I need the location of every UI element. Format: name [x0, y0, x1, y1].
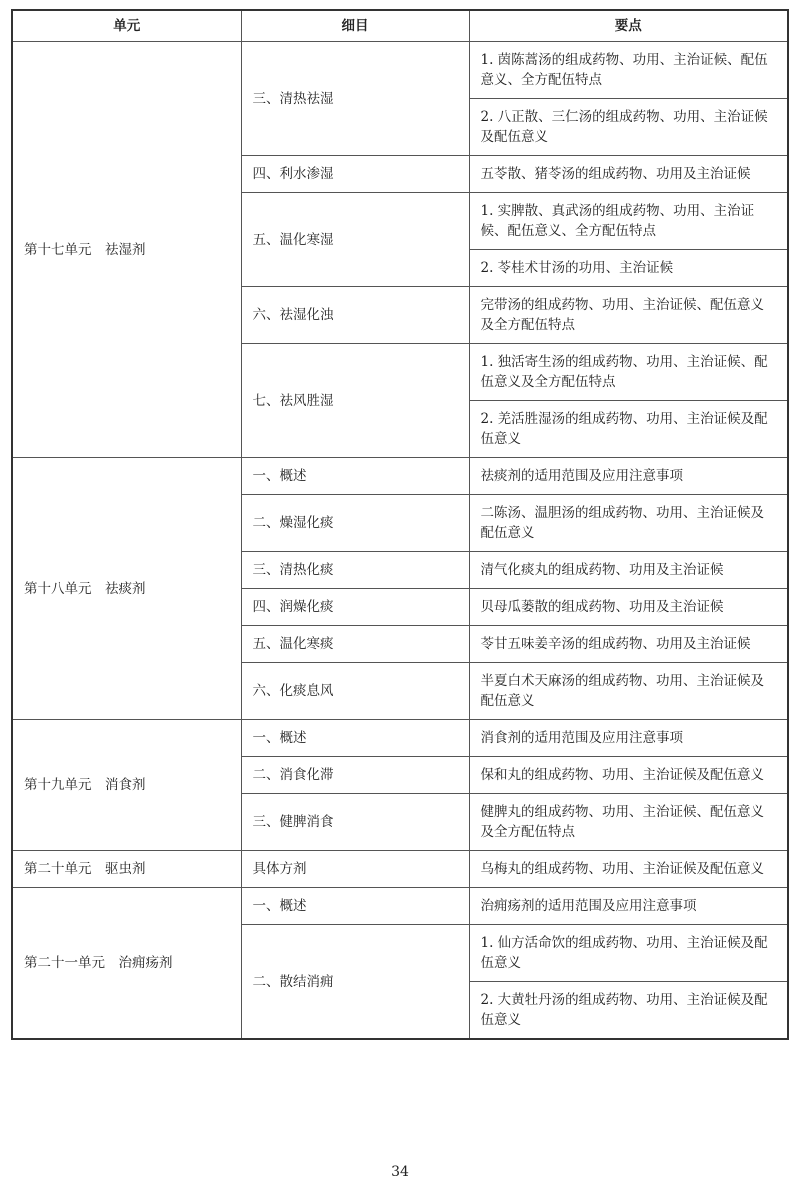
- detail-cell: 二、散结消痈: [241, 925, 469, 1040]
- keypoint-cell: 保和丸的组成药物、功用、主治证候及配伍意义: [469, 757, 788, 794]
- detail-cell: 六、化痰息风: [241, 663, 469, 720]
- detail-cell: 六、祛湿化浊: [241, 287, 469, 344]
- header-unit: 单元: [12, 10, 241, 42]
- keypoint-cell: 1. 实脾散、真武汤的组成药物、功用、主治证候、配伍意义、全方配伍特点: [469, 193, 788, 250]
- keypoint-cell: 2. 大黄牡丹汤的组成药物、功用、主治证候及配伍意义: [469, 982, 788, 1040]
- detail-cell: 具体方剂: [241, 851, 469, 888]
- keypoint-cell: 2. 八正散、三仁汤的组成药物、功用、主治证候及配伍意义: [469, 99, 788, 156]
- detail-cell: 四、利水渗湿: [241, 156, 469, 193]
- unit-cell: 第十七单元 祛湿剂: [12, 42, 241, 458]
- syllabus-table: [11, 9, 789, 1040]
- keypoint-cell: 健脾丸的组成药物、功用、主治证候、配伍意义及全方配伍特点: [469, 794, 788, 851]
- keypoint-cell: 五苓散、猪苓汤的组成药物、功用及主治证候: [469, 156, 788, 193]
- table-row: [12, 42, 788, 99]
- detail-cell: 一、概述: [241, 458, 469, 495]
- table-row: [12, 888, 788, 925]
- keypoint-cell: 2. 羌活胜湿汤的组成药物、功用、主治证候及配伍意义: [469, 401, 788, 458]
- detail-cell: 一、概述: [241, 888, 469, 925]
- unit-cell: 第二十一单元 治痈疡剂: [12, 888, 241, 1040]
- detail-cell: 七、祛风胜湿: [241, 344, 469, 458]
- keypoint-cell: 消食剂的适用范围及应用注意事项: [469, 720, 788, 757]
- keypoint-cell: 1. 独活寄生汤的组成药物、功用、主治证候、配伍意义及全方配伍特点: [469, 344, 788, 401]
- detail-cell: 二、燥湿化痰: [241, 495, 469, 552]
- header-row: [12, 10, 788, 42]
- keypoint-cell: 完带汤的组成药物、功用、主治证候、配伍意义及全方配伍特点: [469, 287, 788, 344]
- keypoint-cell: 半夏白术天麻汤的组成药物、功用、主治证候及配伍意义: [469, 663, 788, 720]
- table-row: [12, 458, 788, 495]
- keypoint-cell: 1. 仙方活命饮的组成药物、功用、主治证候及配伍意义: [469, 925, 788, 982]
- detail-cell: 三、清热化痰: [241, 552, 469, 589]
- keypoint-cell: 祛痰剂的适用范围及应用注意事项: [469, 458, 788, 495]
- keypoint-cell: 苓甘五味姜辛汤的组成药物、功用及主治证候: [469, 626, 788, 663]
- table-body: [12, 42, 788, 1040]
- keypoint-cell: 贝母瓜蒌散的组成药物、功用及主治证候: [469, 589, 788, 626]
- detail-cell: 三、健脾消食: [241, 794, 469, 851]
- keypoint-cell: 乌梅丸的组成药物、功用、主治证候及配伍意义: [469, 851, 788, 888]
- detail-cell: 五、温化寒痰: [241, 626, 469, 663]
- header-keypoint: 要点: [469, 10, 788, 42]
- page-number: 34: [391, 1164, 409, 1180]
- detail-cell: 二、消食化滞: [241, 757, 469, 794]
- header-detail: 细目: [241, 10, 469, 42]
- unit-cell: 第二十单元 驱虫剂: [12, 851, 241, 888]
- table-row: [12, 851, 788, 888]
- unit-cell: 第十八单元 祛痰剂: [12, 458, 241, 720]
- table-row: [12, 720, 788, 757]
- keypoint-cell: 2. 苓桂术甘汤的功用、主治证候: [469, 250, 788, 287]
- keypoint-cell: 1. 茵陈蒿汤的组成药物、功用、主治证候、配伍意义、全方配伍特点: [469, 42, 788, 99]
- keypoint-cell: 治痈疡剂的适用范围及应用注意事项: [469, 888, 788, 925]
- detail-cell: 四、润燥化痰: [241, 589, 469, 626]
- unit-cell: 第十九单元 消食剂: [12, 720, 241, 851]
- detail-cell: 一、概述: [241, 720, 469, 757]
- keypoint-cell: 清气化痰丸的组成药物、功用及主治证候: [469, 552, 788, 589]
- keypoint-cell: 二陈汤、温胆汤的组成药物、功用、主治证候及配伍意义: [469, 495, 788, 552]
- detail-cell: 三、清热祛湿: [241, 42, 469, 156]
- detail-cell: 五、温化寒湿: [241, 193, 469, 287]
